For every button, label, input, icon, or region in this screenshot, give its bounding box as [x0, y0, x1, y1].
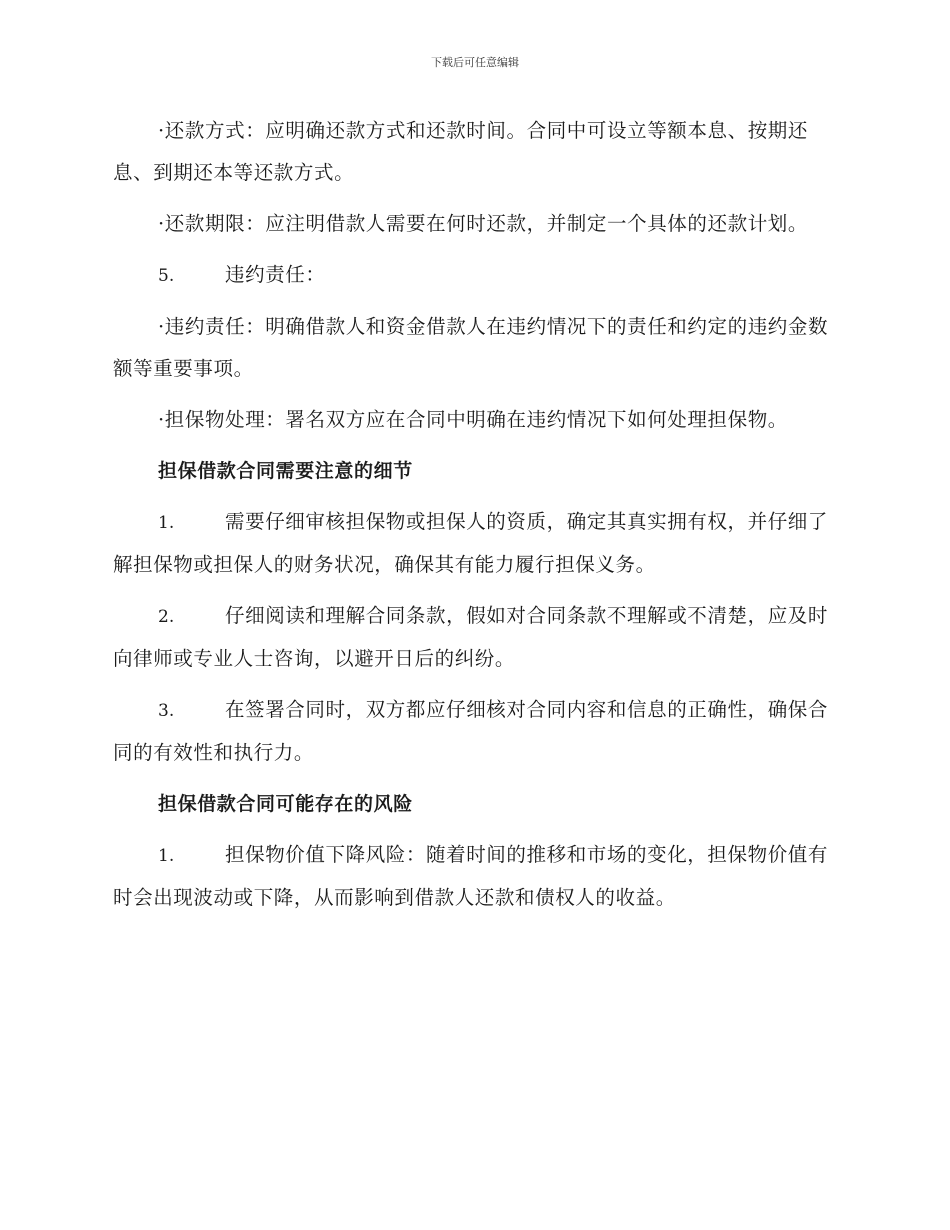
- heading-details: 担保借款合同需要注意的细节: [158, 460, 413, 482]
- bullet-default-liability: ·违约责任：明确借款人和资金借款人在违约情况下的责任和约定的违约金数额等重要事项。: [113, 315, 829, 380]
- document-body: [113, 110, 835, 928]
- section-5-title: 违约责任：: [225, 263, 326, 286]
- heading-risks: 担保借款合同可能存在的风险: [158, 793, 413, 815]
- detail-item-1-text: 需要仔细审核担保物或担保人的资质，确定其真实拥有权，并仔细了解担保物或担保人的财务状况，确保其有能力履行担保义务。: [113, 510, 829, 576]
- detail-item-1: [113, 501, 835, 586]
- detail-item-3-text: 在签署合同时，双方都应仔细核对合同内容和信息的正确性，确保合同的有效性和执行力。: [113, 698, 829, 764]
- risk-item-1-text: 担保物价值下降风险：随着时间的推移和市场的变化，担保物价值有时会出现波动或下降，从而影响到借款人还款和债权人的收益。: [113, 843, 829, 909]
- section-5: [113, 254, 835, 297]
- detail-item-3: [113, 689, 835, 774]
- detail-item-1-number: 1.: [158, 513, 175, 533]
- detail-item-2-text: 仔细阅读和理解合同条款，假如对合同条款不理解或不清楚，应及时向律师或专业人士咨询，以避开日后的纠纷。: [113, 604, 829, 670]
- bullet-collateral-handling: ·担保物处理：署名双方应在合同中明确在违约情况下如何处理担保物。: [158, 408, 788, 431]
- risk-item-1: [113, 834, 835, 919]
- detail-item-2-number: 2.: [158, 607, 175, 627]
- bullet-repayment-method: ·还款方式：应明确还款方式和还款时间。合同中可设立等额本息、按期还息、到期还本等还款方式。: [113, 119, 808, 184]
- bullet-repayment-term: ·还款期限：应注明借款人需要在何时还款，并制定一个具体的还款计划。: [158, 212, 808, 235]
- detail-item-2: [113, 595, 835, 680]
- page-header: 下载后可任意编辑: [431, 56, 519, 69]
- detail-item-3-number: 3.: [158, 701, 175, 721]
- risk-item-1-number: 1.: [158, 846, 175, 866]
- section-5-number: 5.: [158, 266, 175, 286]
